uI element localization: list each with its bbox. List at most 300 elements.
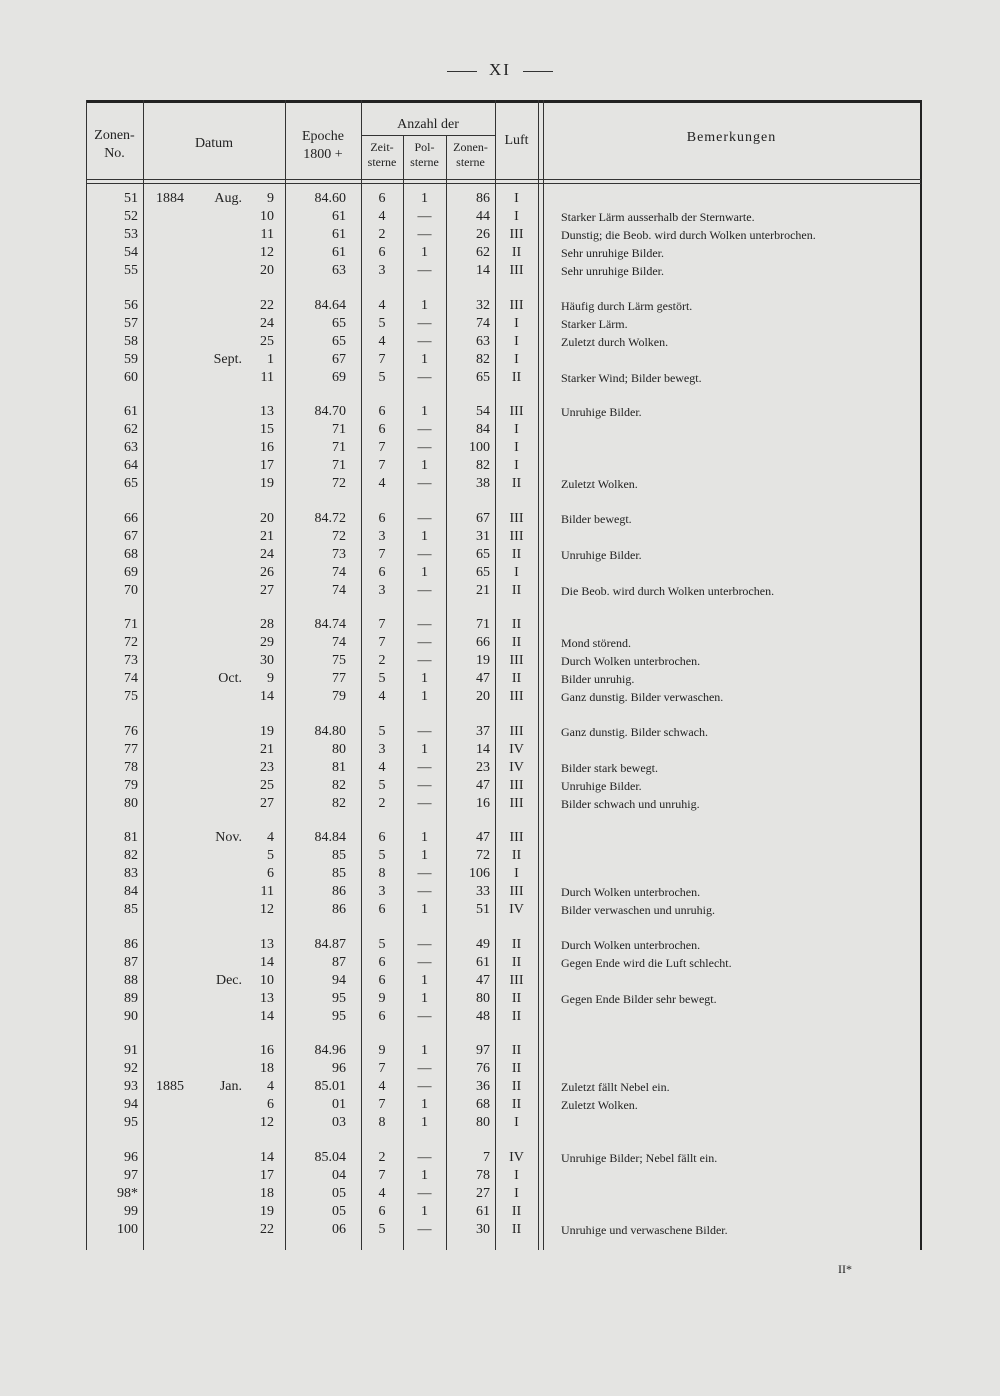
cell-zeit: 5 bbox=[378, 848, 386, 864]
cell-pol: — bbox=[417, 936, 432, 952]
cell-day: 16 bbox=[260, 440, 274, 456]
cell-zeit: 6 bbox=[378, 191, 386, 206]
cell-epoch: 84.96 bbox=[314, 1043, 346, 1058]
cell-remark: Bilder stark bewegt. bbox=[561, 760, 658, 775]
cell-zeit: 5 bbox=[378, 315, 386, 331]
cell-luft: II bbox=[511, 582, 522, 598]
cell-luft: III bbox=[509, 723, 524, 739]
cell-no: 70 bbox=[124, 582, 138, 598]
cell-month: Aug. bbox=[214, 191, 242, 206]
cell-day: 19 bbox=[260, 1203, 274, 1219]
cell-luft: III bbox=[509, 528, 524, 544]
cell-epoch: 95 bbox=[332, 990, 346, 1006]
cell-pol: 1 bbox=[421, 741, 428, 757]
cell-zonen: 26 bbox=[476, 227, 490, 243]
cell-zeit: 6 bbox=[378, 972, 386, 988]
cell-day: 9 bbox=[267, 191, 274, 206]
cell-day: 22 bbox=[260, 1221, 274, 1237]
cell-zonen: 63 bbox=[476, 333, 490, 349]
cell-day: 27 bbox=[260, 582, 274, 598]
cell-remark: Starker Lärm. bbox=[561, 316, 628, 331]
cell-luft: II bbox=[511, 1079, 522, 1095]
cell-luft: I bbox=[514, 191, 519, 206]
cell-luft: III bbox=[509, 297, 524, 313]
cell-no: 89 bbox=[124, 990, 138, 1006]
cell-pol: — bbox=[417, 795, 432, 811]
cell-luft: II bbox=[511, 936, 522, 952]
cell-pol: 1 bbox=[421, 1043, 428, 1058]
header-bottom-rule-2 bbox=[86, 183, 921, 184]
cell-luft: III bbox=[509, 404, 524, 419]
cell-remark: Sehr unruhige Bilder. bbox=[561, 246, 664, 261]
cell-day: 1 bbox=[267, 351, 274, 367]
cell-no: 75 bbox=[124, 689, 138, 705]
cell-no: 61 bbox=[124, 404, 138, 419]
cell-zonen: 51 bbox=[476, 902, 490, 918]
cell-zeit: 7 bbox=[378, 351, 386, 367]
cell-zeit: 4 bbox=[378, 689, 386, 705]
cell-zeit: 6 bbox=[378, 510, 386, 526]
cell-no: 77 bbox=[124, 741, 138, 757]
cell-pol: — bbox=[417, 263, 432, 279]
page-number: XI bbox=[489, 60, 511, 79]
cell-luft: II bbox=[511, 635, 522, 651]
cell-epoch: 67 bbox=[332, 351, 346, 367]
cell-day: 30 bbox=[260, 653, 274, 669]
cell-pol: — bbox=[417, 653, 432, 669]
cell-no: 66 bbox=[124, 510, 138, 526]
cell-remark: Durch Wolken unterbrochen. bbox=[561, 885, 701, 900]
cell-zonen: 80 bbox=[476, 990, 490, 1006]
cell-zonen: 72 bbox=[476, 848, 490, 864]
cell-zonen: 97 bbox=[476, 1043, 490, 1058]
cell-month: Dec. bbox=[215, 972, 242, 988]
cell-day: 10 bbox=[260, 972, 274, 988]
cell-luft: I bbox=[514, 1185, 519, 1201]
cell-pol: — bbox=[417, 1221, 432, 1237]
cell-day: 13 bbox=[260, 936, 274, 952]
cell-zonen: 32 bbox=[476, 297, 490, 313]
cell-no: 84 bbox=[124, 884, 138, 900]
cell-pol: 1 bbox=[421, 671, 428, 687]
cell-luft: I bbox=[514, 458, 519, 474]
cell-zonen: 84 bbox=[476, 422, 490, 438]
cell-luft: III bbox=[509, 972, 524, 988]
cell-pol: — bbox=[417, 1061, 432, 1077]
cell-pol: 1 bbox=[421, 972, 428, 988]
cell-luft: I bbox=[514, 333, 519, 349]
cell-epoch: 82 bbox=[332, 795, 346, 811]
cell-zeit: 6 bbox=[378, 954, 386, 970]
cell-day: 6 bbox=[267, 1097, 274, 1113]
cell-zonen: 27 bbox=[476, 1185, 490, 1201]
cell-luft: I bbox=[514, 866, 519, 882]
cell-pol: 1 bbox=[421, 297, 428, 313]
cell-no: 69 bbox=[124, 564, 138, 580]
cell-zeit: 7 bbox=[378, 617, 386, 632]
cell-remark: Gegen Ende wird die Luft schlecht. bbox=[561, 955, 732, 970]
cell-luft: II bbox=[511, 1043, 522, 1058]
cell-luft: I bbox=[514, 422, 519, 438]
cell-no: 96 bbox=[124, 1149, 138, 1165]
cell-day: 5 bbox=[267, 848, 274, 864]
cell-luft: II bbox=[511, 848, 522, 864]
cell-year: 1885 bbox=[156, 1079, 184, 1095]
cell-remark: Unruhige Bilder; Nebel fällt ein. bbox=[561, 1150, 718, 1165]
cell-zonen: 31 bbox=[476, 528, 490, 544]
cell-month: Sept. bbox=[213, 351, 242, 367]
cell-remark: Unruhige Bilder. bbox=[561, 547, 642, 562]
cell-zonen: 61 bbox=[476, 954, 490, 970]
cell-day: 12 bbox=[260, 1115, 274, 1131]
cell-zonen: 47 bbox=[476, 777, 490, 793]
cell-day: 15 bbox=[260, 422, 274, 438]
cell-no: 79 bbox=[124, 777, 138, 793]
cell-zeit: 9 bbox=[378, 990, 386, 1006]
cell-pol: — bbox=[417, 617, 432, 632]
cell-no: 58 bbox=[124, 333, 138, 349]
cell-remark: Sehr unruhige Bilder. bbox=[561, 264, 664, 279]
cell-pol: 1 bbox=[421, 564, 428, 580]
col-line-2 bbox=[285, 100, 286, 1250]
cell-luft: II bbox=[511, 546, 522, 562]
cell-zonen: 74 bbox=[476, 315, 490, 331]
cell-epoch: 85.01 bbox=[314, 1079, 346, 1095]
cell-no: 74 bbox=[124, 671, 138, 687]
cell-day: 12 bbox=[260, 902, 274, 918]
cell-zonen: 21 bbox=[476, 582, 490, 598]
page-header bbox=[0, 60, 1000, 80]
cell-zeit: 6 bbox=[378, 564, 386, 580]
cell-epoch: 74 bbox=[332, 582, 346, 598]
cell-day: 21 bbox=[260, 741, 274, 757]
cell-no: 57 bbox=[124, 315, 138, 331]
cell-zeit: 3 bbox=[378, 741, 386, 757]
header-bemerkungen: Bemerkungen bbox=[686, 130, 777, 145]
cell-zeit: 3 bbox=[378, 263, 386, 279]
cell-remark: Gegen Ende Bilder sehr bewegt. bbox=[561, 991, 717, 1006]
cell-no: 54 bbox=[124, 245, 138, 261]
cell-zeit: 6 bbox=[378, 902, 386, 918]
cell-no: 56 bbox=[124, 297, 138, 313]
cell-epoch: 84.70 bbox=[314, 404, 346, 419]
cell-pol: — bbox=[417, 866, 432, 882]
cell-luft: II bbox=[511, 1008, 522, 1024]
cell-epoch: 65 bbox=[332, 333, 346, 349]
cell-pol: 1 bbox=[421, 1097, 428, 1113]
cell-epoch: 85.04 bbox=[314, 1149, 346, 1165]
cell-zonen: 65 bbox=[476, 564, 490, 580]
cell-luft: I bbox=[514, 1167, 519, 1183]
cell-no: 51 bbox=[124, 191, 138, 206]
cell-day: 22 bbox=[260, 297, 274, 313]
cell-day: 4 bbox=[267, 1079, 274, 1095]
cell-zonen: 48 bbox=[476, 1008, 490, 1024]
cell-zeit: 4 bbox=[378, 1079, 386, 1095]
cell-pol: 1 bbox=[421, 689, 428, 705]
cell-month: Jan. bbox=[219, 1079, 242, 1095]
cell-pol: — bbox=[417, 227, 432, 243]
cell-pol: 1 bbox=[421, 191, 428, 206]
cell-pol: 1 bbox=[421, 830, 428, 845]
cell-no: 86 bbox=[124, 936, 138, 952]
cell-day: 20 bbox=[260, 510, 274, 526]
cell-day: 4 bbox=[267, 830, 274, 845]
cell-year: 1884 bbox=[156, 191, 184, 206]
cell-zonen: 47 bbox=[476, 671, 490, 687]
header-bottom-rule bbox=[86, 179, 921, 180]
cell-pol: — bbox=[417, 1008, 432, 1024]
cell-month: Nov. bbox=[215, 830, 242, 845]
cell-zonen: 30 bbox=[476, 1221, 490, 1237]
cell-no: 60 bbox=[124, 369, 138, 385]
cell-zeit: 6 bbox=[378, 422, 386, 438]
cell-epoch: 63 bbox=[332, 263, 346, 279]
cell-pol: — bbox=[417, 884, 432, 900]
cell-day: 14 bbox=[260, 1008, 274, 1024]
cell-pol: 1 bbox=[421, 404, 428, 419]
cell-day: 24 bbox=[260, 546, 274, 562]
cell-day: 27 bbox=[260, 795, 274, 811]
cell-epoch: 01 bbox=[332, 1097, 346, 1113]
cell-no: 80 bbox=[124, 795, 138, 811]
cell-epoch: 87 bbox=[332, 954, 346, 970]
cell-luft: I bbox=[514, 351, 519, 367]
cell-zonen: 37 bbox=[476, 723, 490, 739]
cell-epoch: 72 bbox=[332, 476, 346, 492]
cell-zeit: 4 bbox=[378, 476, 386, 492]
cell-zonen: 38 bbox=[476, 476, 490, 492]
cell-luft: III bbox=[509, 653, 524, 669]
cell-luft: I bbox=[514, 1115, 519, 1131]
cell-luft: II bbox=[511, 990, 522, 1006]
cell-day: 28 bbox=[260, 617, 274, 632]
cell-epoch: 61 bbox=[332, 227, 346, 243]
cell-no: 97 bbox=[124, 1167, 138, 1183]
header-rule-left bbox=[447, 71, 477, 72]
cell-remark: Mond störend. bbox=[561, 636, 631, 651]
cell-epoch: 84.84 bbox=[314, 830, 346, 845]
cell-luft: I bbox=[514, 315, 519, 331]
col-line-left bbox=[86, 100, 87, 1250]
cell-zeit: 5 bbox=[378, 723, 386, 739]
cell-no: 95 bbox=[124, 1115, 138, 1131]
cell-remark: Durch Wolken unterbrochen. bbox=[561, 937, 701, 952]
cell-day: 13 bbox=[260, 990, 274, 1006]
cell-remark: Bilder unruhig. bbox=[561, 672, 635, 687]
cell-epoch: 84.87 bbox=[314, 936, 346, 952]
cell-zeit: 8 bbox=[378, 866, 386, 882]
cell-epoch: 96 bbox=[332, 1061, 346, 1077]
cell-epoch: 74 bbox=[332, 635, 346, 651]
col-line-right bbox=[920, 100, 922, 1250]
cell-no: 88 bbox=[124, 972, 138, 988]
cell-luft: IV bbox=[509, 1149, 524, 1165]
cell-epoch: 85 bbox=[332, 866, 346, 882]
cell-zeit: 6 bbox=[378, 1203, 386, 1219]
cell-pol: 1 bbox=[421, 245, 428, 261]
cell-epoch: 05 bbox=[332, 1203, 346, 1219]
cell-zeit: 5 bbox=[378, 369, 386, 385]
cell-day: 14 bbox=[260, 1149, 274, 1165]
cell-luft: III bbox=[509, 795, 524, 811]
cell-zonen: 67 bbox=[476, 510, 490, 526]
cell-luft: I bbox=[514, 209, 519, 225]
cell-zeit: 7 bbox=[378, 546, 386, 562]
cell-epoch: 86 bbox=[332, 884, 346, 900]
cell-pol: — bbox=[417, 759, 432, 775]
cell-pol: — bbox=[417, 777, 432, 793]
cell-zonen: 82 bbox=[476, 458, 490, 474]
cell-day: 14 bbox=[260, 689, 274, 705]
cell-no: 71 bbox=[124, 617, 138, 632]
cell-pol: — bbox=[417, 954, 432, 970]
cell-remark: Ganz dunstig. Bilder verwaschen. bbox=[561, 690, 724, 705]
cell-day: 19 bbox=[260, 476, 274, 492]
header-epoche: Epoche 1800 + bbox=[302, 129, 344, 162]
cell-epoch: 61 bbox=[332, 209, 346, 225]
cell-day: 26 bbox=[260, 564, 274, 580]
cell-luft: II bbox=[511, 1061, 522, 1077]
signature-mark: II* bbox=[838, 1262, 852, 1276]
cell-pol: — bbox=[417, 1185, 432, 1201]
cell-zonen: 106 bbox=[469, 866, 490, 882]
cell-epoch: 71 bbox=[332, 422, 346, 438]
cell-epoch: 74 bbox=[332, 564, 346, 580]
cell-pol: 1 bbox=[421, 1203, 428, 1219]
cell-day: 20 bbox=[260, 263, 274, 279]
cell-zeit: 4 bbox=[378, 209, 386, 225]
anzahl-rule bbox=[361, 135, 495, 136]
cell-no: 94 bbox=[124, 1097, 138, 1113]
cell-remark: Unruhige Bilder. bbox=[561, 405, 642, 419]
cell-zeit: 2 bbox=[378, 795, 386, 811]
cell-day: 9 bbox=[267, 671, 274, 687]
cell-epoch: 86 bbox=[332, 902, 346, 918]
cell-day: 29 bbox=[260, 635, 274, 651]
cell-remark: Zuletzt Wolken. bbox=[561, 1098, 638, 1113]
cell-pol: — bbox=[417, 315, 432, 331]
cell-zeit: 5 bbox=[378, 1221, 386, 1237]
cell-day: 12 bbox=[260, 245, 274, 261]
cell-luft: III bbox=[509, 227, 524, 243]
cell-epoch: 79 bbox=[332, 689, 346, 705]
cell-no: 59 bbox=[124, 351, 138, 367]
cell-zonen: 36 bbox=[476, 1079, 490, 1095]
cell-no: 87 bbox=[124, 954, 138, 970]
cell-zeit: 3 bbox=[378, 884, 386, 900]
cell-zeit: 4 bbox=[378, 759, 386, 775]
cell-luft: III bbox=[509, 777, 524, 793]
cell-epoch: 73 bbox=[332, 546, 346, 562]
cell-zonen: 71 bbox=[476, 617, 490, 632]
cell-zonen: 14 bbox=[476, 263, 490, 279]
cell-zeit: 2 bbox=[378, 227, 386, 243]
cell-zonen: 49 bbox=[476, 936, 490, 952]
cell-epoch: 71 bbox=[332, 440, 346, 456]
cell-no: 78 bbox=[124, 759, 138, 775]
cell-no: 63 bbox=[124, 440, 138, 456]
cell-no: 85 bbox=[124, 902, 138, 918]
cell-pol: — bbox=[417, 422, 432, 438]
cell-remark: Die Beob. wird durch Wolken unterbrochen. bbox=[561, 583, 775, 598]
cell-day: 25 bbox=[260, 777, 274, 793]
cell-luft: III bbox=[509, 884, 524, 900]
cell-pol: — bbox=[417, 209, 432, 225]
cell-day: 11 bbox=[260, 884, 274, 900]
cell-zonen: 54 bbox=[476, 404, 490, 419]
cell-epoch: 03 bbox=[332, 1115, 346, 1131]
cell-epoch: 71 bbox=[332, 458, 346, 474]
cell-epoch: 84.64 bbox=[314, 297, 346, 313]
cell-epoch: 85 bbox=[332, 848, 346, 864]
cell-remark: Starker Wind; Bilder bewegt. bbox=[561, 370, 702, 385]
cell-no: 91 bbox=[124, 1043, 138, 1058]
cell-zeit: 7 bbox=[378, 440, 386, 456]
cell-epoch: 84.72 bbox=[314, 510, 346, 526]
cell-luft: II bbox=[511, 1221, 522, 1237]
cell-day: 11 bbox=[260, 369, 274, 385]
cell-pol: — bbox=[417, 1149, 432, 1165]
cell-zonen: 65 bbox=[476, 369, 490, 385]
cell-luft: II bbox=[511, 1097, 522, 1113]
cell-pol: — bbox=[417, 546, 432, 562]
cell-zeit: 6 bbox=[378, 1008, 386, 1024]
cell-luft: II bbox=[511, 617, 522, 632]
cell-no: 65 bbox=[124, 476, 138, 492]
cell-remark: Zuletzt Wolken. bbox=[561, 477, 638, 492]
cell-zeit: 3 bbox=[378, 582, 386, 598]
cell-luft: II bbox=[511, 369, 522, 385]
cell-epoch: 65 bbox=[332, 315, 346, 331]
cell-luft: III bbox=[509, 830, 524, 845]
cell-pol: — bbox=[417, 476, 432, 492]
cell-zonen: 44 bbox=[476, 209, 490, 225]
cell-zonen: 78 bbox=[476, 1167, 490, 1183]
header-zone-no: Zonen- No. bbox=[94, 128, 135, 161]
cell-luft: II bbox=[511, 954, 522, 970]
cell-zonen: 61 bbox=[476, 1203, 490, 1219]
cell-remark: Starker Lärm ausserhalb der Sternwarte. bbox=[561, 210, 755, 225]
cell-pol: 1 bbox=[421, 351, 428, 367]
cell-day: 10 bbox=[260, 209, 274, 225]
cell-no: 90 bbox=[124, 1008, 138, 1024]
cell-luft: III bbox=[509, 263, 524, 279]
col-line-1 bbox=[143, 100, 144, 1250]
cell-epoch: 77 bbox=[332, 671, 346, 687]
cell-no: 100 bbox=[117, 1221, 138, 1237]
cell-zeit: 5 bbox=[378, 936, 386, 952]
cell-zeit: 4 bbox=[378, 1185, 386, 1201]
cell-epoch: 69 bbox=[332, 369, 346, 385]
cell-no: 93 bbox=[124, 1079, 138, 1095]
cell-day: 25 bbox=[260, 333, 274, 349]
cell-day: 18 bbox=[260, 1185, 274, 1201]
cell-epoch: 84.74 bbox=[314, 617, 346, 632]
cell-remark: Dunstig; die Beob. wird durch Wolken unterbrochen. bbox=[561, 228, 816, 243]
cell-zonen: 80 bbox=[476, 1115, 490, 1131]
cell-zeit: 7 bbox=[378, 458, 386, 474]
cell-no: 76 bbox=[124, 723, 138, 739]
cell-zonen: 16 bbox=[476, 795, 490, 811]
cell-pol: — bbox=[417, 635, 432, 651]
cell-epoch: 72 bbox=[332, 528, 346, 544]
cell-pol: 1 bbox=[421, 458, 428, 474]
cell-zonen: 82 bbox=[476, 351, 490, 367]
cell-zonen: 14 bbox=[476, 741, 490, 757]
cell-day: 13 bbox=[260, 404, 274, 419]
cell-luft: II bbox=[511, 245, 522, 261]
